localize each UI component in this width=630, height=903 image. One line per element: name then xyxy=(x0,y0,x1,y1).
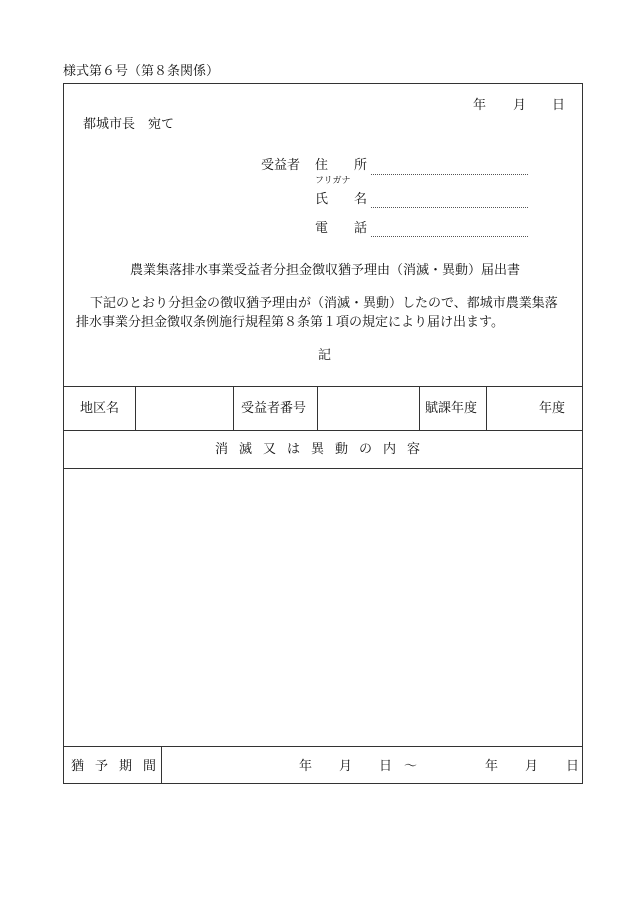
period-tilde: ～ xyxy=(404,759,418,774)
phone-label: 電 話 xyxy=(315,221,368,236)
levy-year-label: 賦課年度 xyxy=(425,401,478,416)
applicant-label: 受益者 xyxy=(261,158,301,173)
divider xyxy=(233,386,234,430)
date-year-label: 年 xyxy=(473,98,487,113)
deferral-period-label: 猶予期間 xyxy=(71,759,168,774)
divider xyxy=(486,386,487,430)
district-label: 地区名 xyxy=(80,401,120,416)
beneficiary-number-value-cell[interactable] xyxy=(318,387,418,429)
content-header: 消滅又は異動の内容 xyxy=(214,442,431,457)
body-text-line-2: 排水事業分担金徴収条例施行規程第８条第１項の規定により届け出ます。 xyxy=(76,315,504,330)
to-year-label: 年 xyxy=(485,759,499,774)
form-number-label: 様式第６号（第８条関係） xyxy=(63,64,220,79)
address-label: 住 所 xyxy=(315,158,368,173)
content-area[interactable] xyxy=(64,469,582,746)
from-day-label: 日 xyxy=(379,759,393,774)
from-year-label: 年 xyxy=(299,759,313,774)
date-month-label: 月 xyxy=(513,98,527,113)
address-field[interactable] xyxy=(371,174,528,175)
to-day-label: 日 xyxy=(566,759,580,774)
district-value-cell[interactable] xyxy=(136,387,232,429)
form-title: 農業集落排水事業受益者分担金徴収猶予理由（消滅・異動）届出書 xyxy=(130,263,521,278)
furigana-label: フリガナ xyxy=(315,176,351,186)
date-day-label: 日 xyxy=(552,98,566,113)
addressee: 都城市長 宛て xyxy=(83,117,175,132)
to-month-label: 月 xyxy=(525,759,539,774)
form-frame xyxy=(63,83,583,784)
levy-year-suffix: 年度 xyxy=(539,401,566,416)
body-text-line-1: 下記のとおり分担金の徴収猶予理由が（消滅・異動）したので、都城市農業集落 xyxy=(90,296,558,311)
name-field[interactable] xyxy=(371,207,528,208)
name-label: 氏 名 xyxy=(315,192,368,207)
beneficiary-number-label: 受益者番号 xyxy=(241,401,307,416)
phone-field[interactable] xyxy=(371,236,528,237)
divider xyxy=(419,386,420,430)
row-divider xyxy=(64,746,582,747)
ki-heading: 記 xyxy=(318,348,332,363)
from-month-label: 月 xyxy=(339,759,353,774)
row-divider xyxy=(64,430,582,431)
